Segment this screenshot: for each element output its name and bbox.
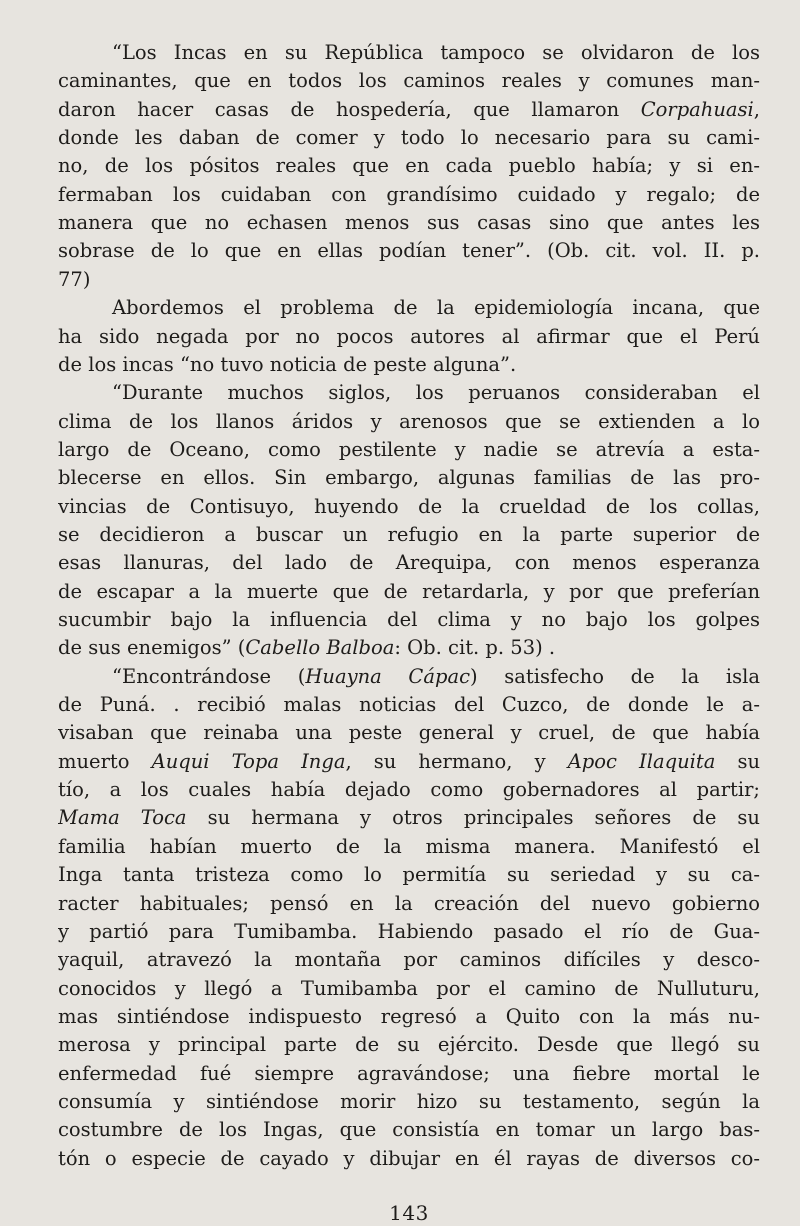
text-run: visaban que reinaba una peste general y cruel, de que había <box>58 721 760 745</box>
text-line <box>58 295 760 321</box>
text-line <box>58 862 760 888</box>
italic-text: Apoc Ilaquita <box>567 749 716 773</box>
text-line <box>58 976 760 1002</box>
text-line <box>58 182 760 208</box>
text-run: caminantes, que en todos los caminos reales y comunes man- <box>58 69 760 93</box>
text-line <box>58 891 760 917</box>
text-run: tón o especie de cayado y dibujar en él rayas de diversos co- <box>58 1146 760 1170</box>
text-line <box>58 1089 760 1115</box>
text-run: enfermedad fué siempre agravándose; una fiebre mortal le <box>58 1061 760 1085</box>
italic-text: Corpahuasi <box>640 97 754 121</box>
text-line <box>58 579 760 605</box>
text-line <box>58 777 760 803</box>
text-run: manera que no echasen menos sus casas sino que antes les <box>58 211 760 235</box>
text-run: 77) <box>58 267 91 291</box>
text-run: ) satisfecho de la isla <box>470 664 760 688</box>
text-line <box>58 238 760 264</box>
text-run: y partió para Tumibamba. Habiendo pasado el río de Gua- <box>58 919 760 943</box>
text-run: tío, a los cuales había dejado como gobernadores al partir; <box>58 778 760 802</box>
page-number: 143 <box>389 1201 429 1225</box>
text-run: esas llanuras, del lado de Arequipa, con menos esperanza <box>58 551 760 575</box>
text-run: racter habituales; pensó en la creación del nuevo gobierno <box>58 891 760 915</box>
text-run: “Encontrándose ( <box>112 664 306 688</box>
text-line <box>58 692 760 718</box>
text-line <box>58 210 760 236</box>
text-run: sucumbir bajo la influencia del clima y no bajo los golpes <box>58 608 760 631</box>
text-run: “Durante muchos siglos, los peruanos consideraban el <box>112 381 760 405</box>
italic-text: Cabello Balboa <box>245 636 395 660</box>
text-run: su <box>715 749 760 773</box>
text-run: largo de Oceano, como pestilente y nadie se atrevía a esta- <box>58 437 760 461</box>
text-run: sobrase de lo que en ellas podían tener”. (Ob. cit. vol. II. p. <box>58 239 760 263</box>
text-run: blecerse en ellos. Sin embargo, algunas familias de las pro- <box>58 466 760 490</box>
italic-text: Auqui Topa Inga <box>151 749 346 773</box>
text-line <box>58 380 760 406</box>
text-line <box>58 40 760 66</box>
text-line <box>58 607 760 633</box>
text-run: de sus enemigos” ( <box>58 636 246 660</box>
text-line <box>58 635 760 661</box>
italic-text: Huayna Cápac <box>305 664 471 688</box>
text-run: de los incas “no tuvo noticia de peste alguna”. <box>58 352 517 376</box>
text-run: clima de los llanos áridos y arenosos que se extienden a lo <box>58 409 760 433</box>
text-line <box>58 1004 760 1030</box>
text-run: no, de los pósitos reales que en cada pueblo había; y si en- <box>58 154 760 178</box>
text-line <box>58 1117 760 1143</box>
text-line <box>58 1146 760 1172</box>
text-line <box>58 805 760 831</box>
text-line <box>58 1061 760 1087</box>
text-run: , su hermano, y <box>345 749 568 773</box>
text-line <box>58 494 760 520</box>
text-run: : Ob. cit. p. 53) . <box>394 636 556 660</box>
text-run: de escapar a la muerte que de retardarla, y por que preferían <box>58 579 760 603</box>
text-run: ha sido negada por no pocos autores al afirmar que el Perú <box>58 324 760 348</box>
text-run: Inga tanta tristeza como lo permitía su seriedad y su ca- <box>58 863 760 887</box>
text-run: Abordemos el problema de la epidemiología incana, que <box>112 296 760 320</box>
text-run: muerto <box>58 749 152 773</box>
text-line <box>58 409 760 435</box>
text-line <box>58 324 760 350</box>
text-line <box>58 919 760 945</box>
text-line <box>58 465 760 491</box>
text-line <box>58 68 760 94</box>
text-run: costumbre de los Ingas, que consistía en tomar un largo bas- <box>58 1118 760 1142</box>
text-run: de Puná. . recibió malas noticias del Cuzco, de donde le a- <box>58 693 760 717</box>
text-run: mas sintiéndose indispuesto regresó a Quito con la más nu- <box>58 1004 760 1028</box>
text-line <box>58 267 760 293</box>
text-run: daron hacer casas de hospedería, que llamaron <box>58 97 641 121</box>
text-line <box>58 522 760 548</box>
text-line <box>58 352 760 378</box>
text-line <box>58 125 760 151</box>
text-run: yaquil, atravezó la montaña por caminos difíciles y desco- <box>58 948 760 972</box>
book-page <box>58 40 760 1225</box>
text-run: familia habían muerto de la misma manera. Manifestó el <box>58 834 760 858</box>
text-line <box>58 550 760 576</box>
text-line <box>58 947 760 973</box>
text-run: conocidos y llegó a Tumibamba por el camino de Nulluturu, <box>58 976 760 1000</box>
text-line <box>58 153 760 179</box>
text-run: su hermana y otros principales señores de su <box>186 806 760 830</box>
italic-text: Mama Toca <box>58 806 187 830</box>
text-line <box>58 720 760 746</box>
text-run: consumía y sintiéndose morir hizo su testamento, según la <box>58 1089 760 1113</box>
text-run: fermaban los cuidaban con grandísimo cuidado y regalo; de <box>58 182 760 206</box>
text-line <box>58 1032 760 1058</box>
text-line <box>58 749 760 775</box>
text-line <box>58 834 760 860</box>
text-run: merosa y principal parte de su ejército. Desde que llegó su <box>58 1033 760 1057</box>
text-run: se decidieron a buscar un refugio en la parte superior de <box>58 522 760 546</box>
text-line <box>58 664 760 690</box>
text-line <box>58 437 760 463</box>
text-run: “Los Incas en su República tampoco se olvidaron de los <box>112 41 760 64</box>
text-run: , <box>753 97 760 121</box>
text-run: donde les daban de comer y todo lo necesario para su cami- <box>58 126 760 150</box>
text-line <box>58 97 760 123</box>
text-run: vincias de Contisuyo, huyendo de la crueldad de los collas, <box>58 494 760 518</box>
